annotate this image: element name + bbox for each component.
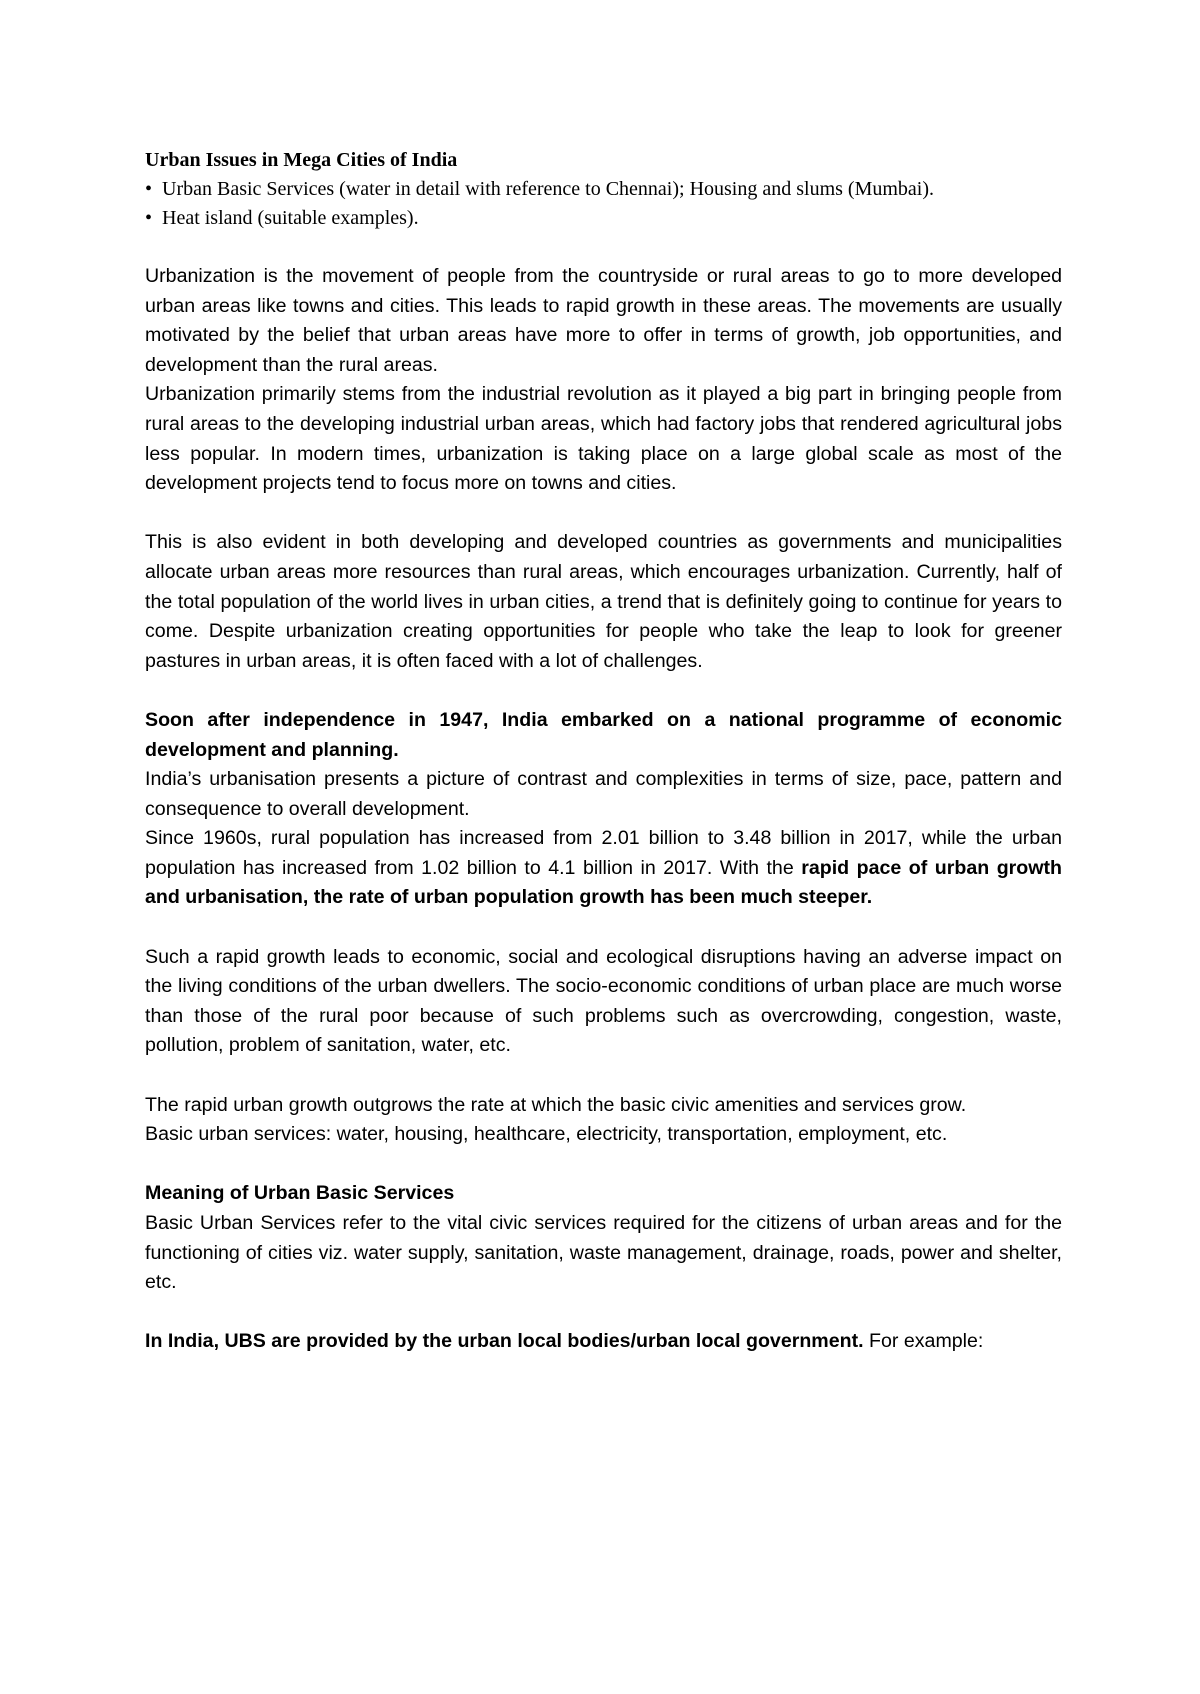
paragraph-civic-amenities: The rapid urban growth outgrows the rate at which the basic civic amenities and services grow. — [145, 1093, 967, 1116]
document-body — [145, 262, 1062, 1357]
population-growth-plain: Since 1960s, rural population has increased from 2.01 billion to 3.48 billion in 2017, while the urban population has increased from 1.02 billion to 4.1 billion in 2017. With the — [145, 827, 1062, 879]
paragraph-disruptions: Such a rapid growth leads to economic, social and ecological disruptions having an adverse impact on the living conditions of the urban dwellers. The socio-economic conditions of urban place are much worse than those of the rural poor because of such problems such as overcrowding, congestion, waste, pollution, problem of sanitation, water, etc. — [145, 945, 1062, 1057]
paragraph-independence: Soon after independence in 1947, India embarked on a national programme of economic development and planning. — [145, 708, 1062, 761]
bullet-icon: • — [145, 207, 153, 229]
paragraph-india-urbanisation: India’s urbanisation presents a picture of contrast and complexities in terms of size, pace, pattern and consequence to overall development. — [145, 768, 1062, 820]
paragraph-industrial-revolution: Urbanization primarily stems from the industrial revolution as it played a big part in bringing people from rural areas to the developing industrial urban areas, which had factory jobs that rendered agricultural jobs less popular. In modern times, urbanization is taking place on a large global scale as most of the development projects tend to focus more on towns and cities. — [145, 383, 1062, 495]
document-header — [145, 146, 1062, 233]
document-title: Urban Issues in Mega Cities of India — [145, 149, 458, 171]
paragraph-urbanization-definition: Urbanization is the movement of people from the countryside or rural areas to go to more developed urban areas like towns and cities. This leads to rapid growth in these areas. The movements are usually motivated by the belief that urban areas have more to offer in terms of growth, job opportunities, and development than the rural areas. — [145, 265, 1062, 376]
bullet-item-2 — [145, 204, 1062, 233]
paragraph-developing-countries: This is also evident in both developing and developed countries as governments and municipalities allocate urban areas more resources than rural areas, which encourages urbanization. Currently, half of the total population of the world lives in urban cities, a trend that is definitely going to continue for years to come. Despite urbanization creating opportunities for people who take the leap to look for greener pastures in urban areas, it is often faced with a lot of challenges. — [145, 531, 1062, 672]
document-page — [145, 146, 1062, 1357]
bullet-text-1: Urban Basic Services (water in detail with reference to Chennai); Housing and slums (Mumbai). — [162, 178, 935, 200]
population-growth-bold: rapid pace of urban growth and urbanisation, the rate of urban population growth has been much steeper. — [145, 856, 1062, 909]
paragraph-population-growth — [145, 824, 1062, 913]
paragraph-ubs-providers — [145, 1327, 1062, 1357]
ubs-providers-bold: In India, UBS are provided by the urban local bodies/urban local government. — [145, 1330, 864, 1353]
paragraph-basic-services-list: Basic urban services: water, housing, healthcare, electricity, transportation, employment, etc. — [145, 1123, 948, 1146]
paragraph-ubs-definition: Basic Urban Services refer to the vital civic services required for the citizens of urban areas and for the functioning of cities viz. water supply, sanitation, waste management, drainage, roads, power and shelter, etc. — [145, 1212, 1062, 1294]
ubs-providers-plain: For example: — [863, 1330, 984, 1353]
heading-meaning-ubs: Meaning of Urban Basic Services — [145, 1182, 455, 1205]
bullet-item-1 — [145, 175, 1062, 204]
bullet-text-2: Heat island (suitable examples). — [162, 207, 419, 229]
bullet-icon: • — [145, 178, 153, 200]
